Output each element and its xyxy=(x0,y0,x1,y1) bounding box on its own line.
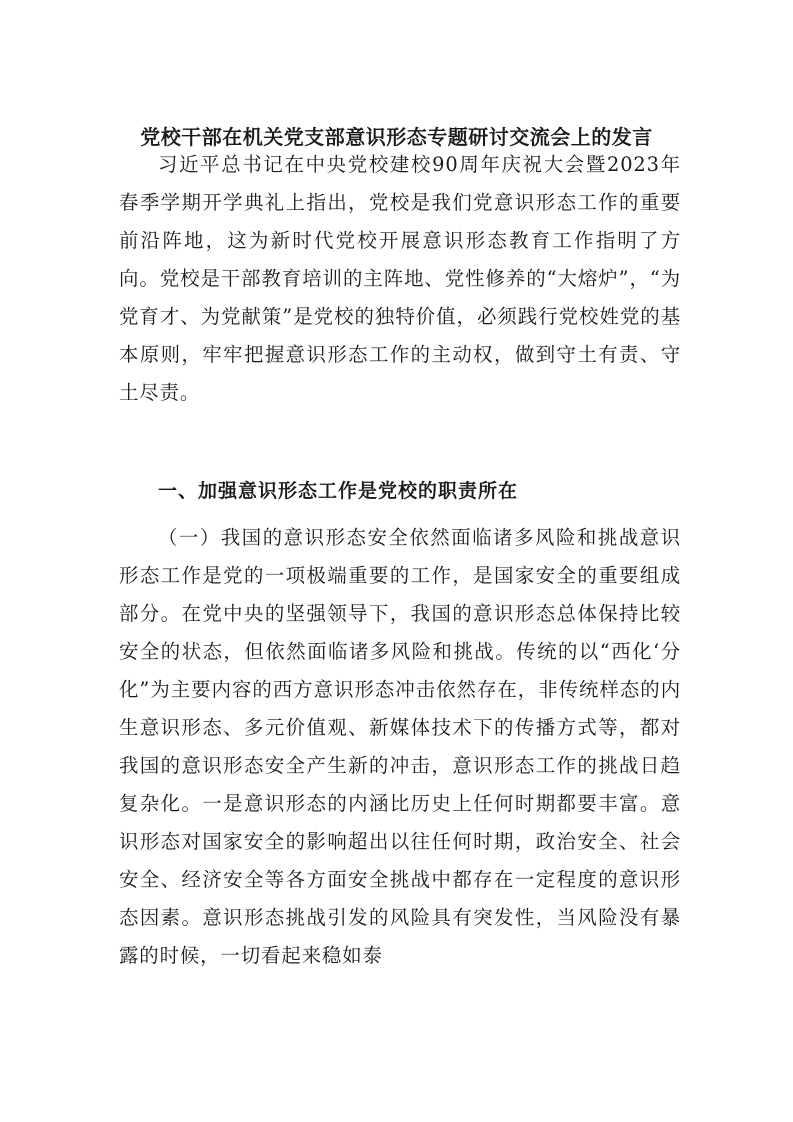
section-1-paragraph: （一）我国的意识形态安全依然面临诸多风险和挑战意识形态工作是党的一项极端重要的工作，是国家安全的重要组成部分。在党中央的坚强领导下，我国的意识形态总体保持比较安全的状态，但依然面临诸多风险和挑战。传统的以“西化‘分化”为主要内容的西方意识形态冲击依然存在，非传统样态的内生意识形态、多元价值观、新媒体技术下的传播方式等，都对我国的意识形态安全产生新的冲击，意识形态工作的挑战日趋复杂化。一是意识形态的内涵比历史上任何时期都要丰富。意识形态对国家安全的影响超出以往任何时期，政治安全、社会安全、经济安全等各方面安全挑战中都存在一定程度的意识形态因素。意识形态挑战引发的风险具有突发性，当风险没有暴露的时候，一切看起来稳如泰 xyxy=(119,526,681,967)
intro-paragraph: 习近平总书记在中央党校建校90周年庆祝大会暨2023年春季学期开学典礼上指出，党校是我们党意识形态工作的重要前沿阵地，这为新时代党校开展意识形态教育工作指明了方向。党校是干部教育培训的主阵地、党性修养的“大熔炉”，“为党育才、为党献策”是党校的独特价值，必须践行党校姓党的基本原则，牢牢把握意识形态工作的主动权，做到守土有责、守土尽责。 xyxy=(119,153,681,404)
section-heading-1: 一、加强意识形态工作是党校的职责所在 xyxy=(158,480,519,502)
document-title: 党校干部在机关党支部意识形态专题研讨交流会上的发言 xyxy=(140,125,653,149)
